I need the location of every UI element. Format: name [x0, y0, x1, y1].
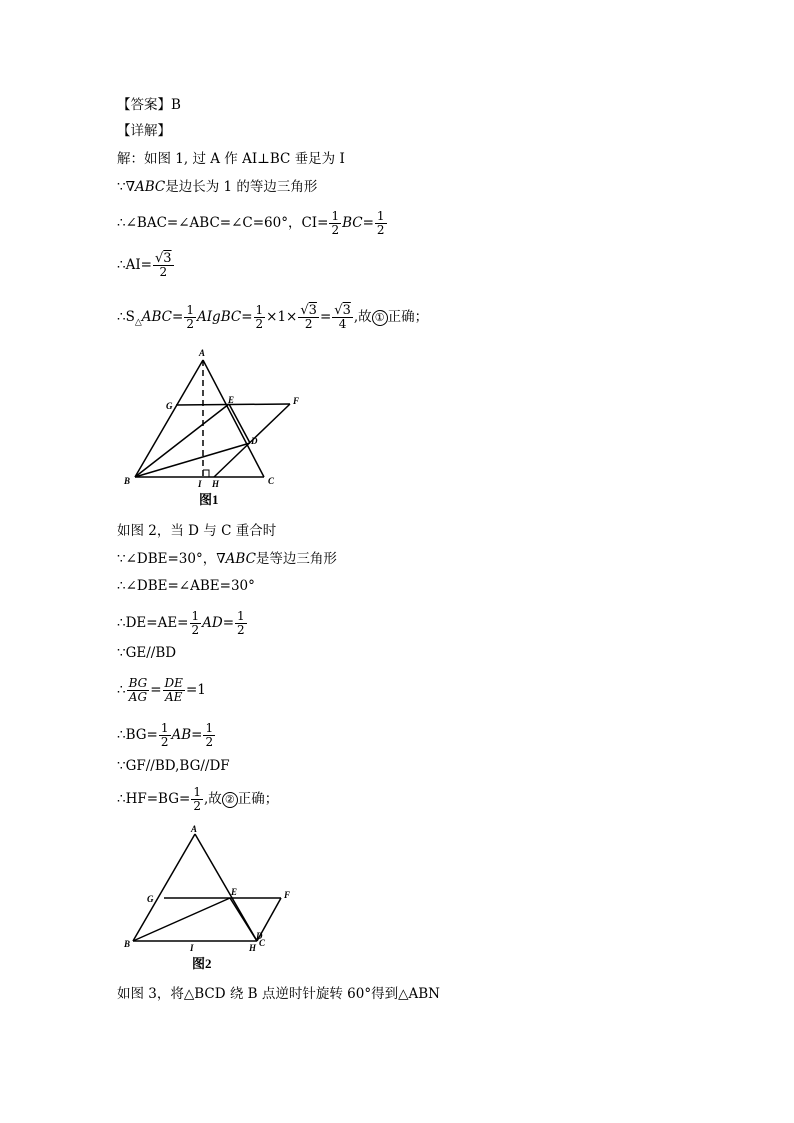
- text-segment: 是等边三角形: [255, 551, 337, 567]
- fraction-sqrt3-over-2: $\frac{√3}{2}$: [154, 251, 172, 279]
- text-segment: =: [191, 727, 203, 743]
- text-segment: ,故: [353, 309, 372, 325]
- fig1-label-h: H: [212, 479, 220, 489]
- subscript: △: [134, 317, 142, 328]
- figure-2: [118, 818, 308, 978]
- solution-line-10: ∵GE//BD: [117, 645, 177, 661]
- text-segment: =: [172, 309, 184, 325]
- text-segment: =: [241, 309, 253, 325]
- fig2-label-d: D: [256, 931, 263, 941]
- fraction-half: $\frac{1}{2}$: [191, 609, 200, 637]
- fig1-label-g: G: [166, 401, 173, 411]
- fig2-label-h: H: [249, 943, 257, 953]
- text-segment: ∵∇: [117, 179, 136, 195]
- text-segment: ,故: [203, 791, 222, 807]
- solution-line-8: ∴∠DBE=∠ABE=30°: [117, 578, 255, 594]
- fraction-half: $\frac{1}{2}$: [205, 721, 214, 749]
- detail-label: 【详解】: [117, 123, 171, 139]
- fraction-de-ae: $\frac{DE}{AE}$: [164, 676, 183, 704]
- fraction-half: $\frac{1}{2}$: [376, 209, 385, 237]
- fig1-side-ac: [203, 360, 264, 477]
- fraction-half: $\frac{1}{2}$: [237, 609, 245, 637]
- figure-1: [118, 345, 308, 510]
- fig2-caption: 图2: [192, 956, 212, 971]
- text-segment: 正确；: [237, 791, 279, 807]
- fig1-segment-be: [135, 404, 229, 477]
- fig2-label-c: C: [259, 938, 266, 948]
- fraction-half: $\frac{1}{2}$: [255, 303, 264, 331]
- answer-value: B: [171, 97, 181, 113]
- fig1-right-angle: [203, 470, 209, 477]
- solution-line-11: [117, 677, 206, 704]
- fig2-segment-be: [133, 898, 230, 941]
- solution-line-13: ∵GF//BD,BG//DF: [117, 758, 230, 774]
- fig2-label-g: G: [147, 894, 154, 904]
- text-segment: ∴DE=AE=: [117, 615, 189, 631]
- solution-line-4: [117, 252, 175, 279]
- text-segment: ∴BG=: [117, 727, 158, 743]
- fig2-label-b: B: [124, 939, 131, 949]
- fig1-label-c: C: [268, 476, 275, 486]
- fig1-caption: 图1: [199, 492, 219, 507]
- fig2-label-a: A: [191, 824, 198, 834]
- fig2-label-i: I: [190, 943, 194, 953]
- text-segment: BC: [342, 215, 363, 231]
- fraction-sqrt3-over-4: $\frac{√3}{4}$: [334, 303, 351, 331]
- solution-line-2: [117, 178, 317, 196]
- text-segment: =: [150, 682, 162, 698]
- fraction-half: $\frac{1}{2}$: [160, 721, 169, 749]
- text-segment: AD: [202, 615, 223, 631]
- fig1-label-e: E: [228, 395, 235, 405]
- answer-label: 【答案】: [117, 97, 171, 113]
- circled-number: ②: [222, 792, 238, 808]
- solution-line-3: [117, 210, 388, 237]
- text-segment: ∴AI=: [117, 257, 152, 273]
- text-segment: AIgBC: [196, 309, 242, 325]
- solution-line-12: [117, 722, 216, 749]
- fraction-half: $\frac{1}{2}$: [193, 785, 201, 813]
- fig1-segment-ed: [229, 404, 250, 443]
- text-segment: AB: [171, 727, 192, 743]
- fraction-half: $\frac{1}{2}$: [186, 303, 194, 331]
- solution-line-1: 解：如图 1, 过 A 作 AI⊥BC 垂足为 I: [117, 151, 345, 167]
- text-segment: =: [319, 309, 332, 325]
- text-segment: ∵∠DBE=30°，∇: [117, 551, 226, 567]
- solution-line-15: 如图 3，将△BCD 绕 B 点逆时针旋转 60°得到△ABN: [117, 986, 440, 1002]
- text-segment: ABC: [225, 551, 256, 567]
- text-segment: ∴∠BAC=∠ABC=∠C=60°，CI=: [117, 215, 329, 231]
- fraction-bg-ag: $\frac{BG}{AG}$: [128, 676, 148, 704]
- solution-line-14: [117, 786, 278, 813]
- text-segment: ∴: [117, 682, 126, 698]
- fig1-label-a: A: [199, 348, 206, 358]
- answer-line: [117, 96, 181, 114]
- fraction-sqrt3-over-2: $\frac{√3}{2}$: [300, 303, 317, 331]
- text-segment: 1: [197, 682, 206, 698]
- fig1-label-i: I: [198, 479, 202, 489]
- fig1-label-f: F: [293, 396, 300, 406]
- text-segment: ABC: [141, 309, 173, 325]
- solution-line-9: [117, 610, 248, 637]
- text-segment: ABC: [135, 179, 166, 195]
- text-segment: =: [222, 615, 235, 631]
- text-segment: ×1×: [266, 309, 298, 325]
- solution-line-7: [117, 550, 337, 568]
- fig2-segment-ed: [230, 898, 257, 941]
- fig1-label-d: D: [251, 436, 258, 446]
- text-segment: 正确；: [387, 309, 429, 325]
- text-segment: ∴S: [117, 309, 135, 325]
- fig1-label-b: B: [124, 476, 131, 486]
- text-segment: 是边长为 1 的等边三角形: [165, 179, 318, 195]
- solution-line-6: 如图 2，当 D 与 C 重合时: [117, 523, 277, 539]
- fig2-label-e: E: [231, 887, 238, 897]
- text-segment: ∴HF=BG=: [117, 791, 191, 807]
- solution-line-5: [117, 304, 428, 332]
- fig2-label-f: F: [284, 890, 291, 900]
- fraction-half: $\frac{1}{2}$: [331, 209, 340, 237]
- fig2-side-ab: [133, 834, 195, 941]
- circled-number: ①: [372, 310, 388, 326]
- text-segment: =: [185, 682, 198, 698]
- text-segment: =: [362, 215, 374, 231]
